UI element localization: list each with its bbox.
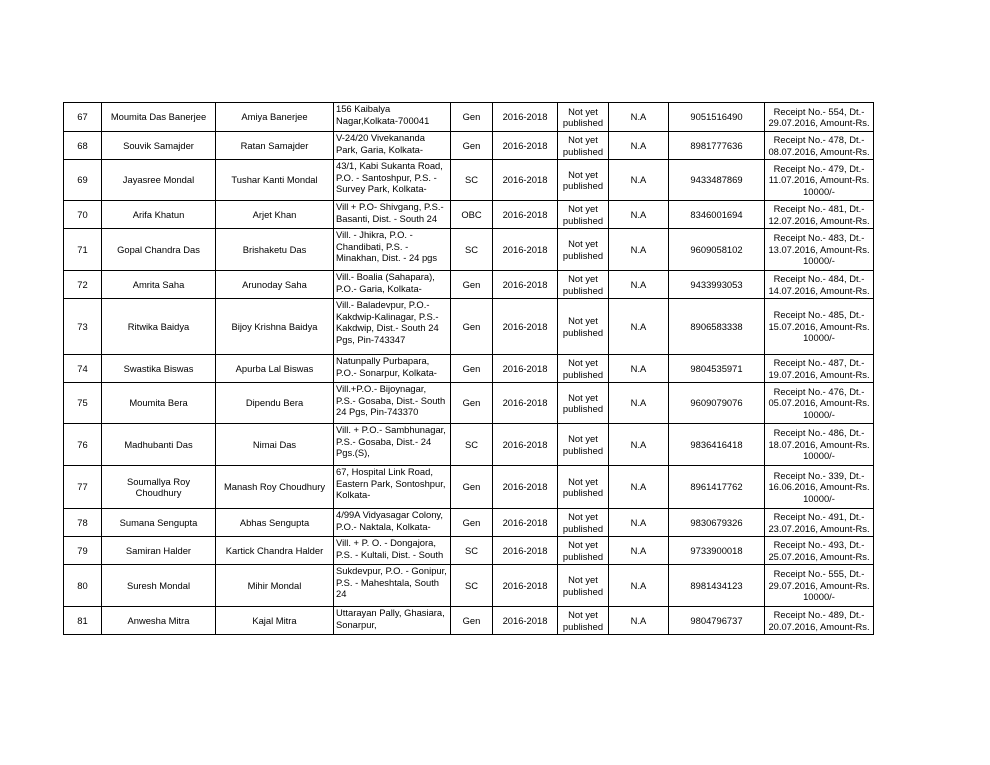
candidate-name: Samiran Halder: [102, 537, 216, 565]
result-status: [558, 383, 609, 424]
table-row: [64, 607, 874, 635]
receipt-text: Receipt No.- 476, Dt.- 05.07.2016, Amount-Rs. 10000/-: [768, 385, 870, 420]
receipt-details: [765, 466, 874, 509]
result-value: N.A: [609, 466, 669, 509]
category-cell: Gen: [451, 607, 493, 635]
guardian-name: Mihir Mondal: [216, 565, 334, 607]
address-cell: [334, 299, 451, 355]
table-row: [64, 201, 874, 229]
category-cell: Gen: [451, 103, 493, 132]
receipt-details: [765, 607, 874, 635]
status-text: Not yet published: [562, 539, 604, 562]
session-cell: 2016-2018: [493, 355, 558, 383]
address-cell: [334, 537, 451, 565]
serial-number: 74: [64, 355, 102, 383]
candidate-name: Gopal Chandra Das: [102, 229, 216, 271]
status-text: Not yet published: [562, 238, 604, 261]
session-cell: 2016-2018: [493, 132, 558, 160]
address-text: Sukdevpur, P.O. - Gonipur, P.S. - Maheshtala, South 24: [336, 565, 447, 599]
guardian-name: Tushar Kanti Mondal: [216, 160, 334, 201]
serial-number: 72: [64, 271, 102, 299]
status-text: Not yet published: [562, 433, 604, 456]
receipt-details: [765, 424, 874, 466]
candidate-name: Arifa Khatun: [102, 201, 216, 229]
candidate-name: Ritwika Baidya: [102, 299, 216, 355]
serial-number: 75: [64, 383, 102, 424]
result-status: [558, 132, 609, 160]
address-cell: [334, 201, 451, 229]
category-cell: SC: [451, 424, 493, 466]
address-text: V-24/20 Vivekananda Park, Garia, Kolkata-: [336, 132, 425, 155]
category-cell: SC: [451, 229, 493, 271]
serial-number: 71: [64, 229, 102, 271]
candidate-name: Jayasree Mondal: [102, 160, 216, 201]
phone-number: 9733900018: [669, 537, 765, 565]
address-text: Uttarayan Pally, Ghasiara, Sonarpur,: [336, 607, 445, 630]
address-cell: [334, 160, 451, 201]
address-text: Vill. + P. O. - Dongajora, P.S. - Kultali, Dist. - South: [336, 537, 444, 560]
candidate-name: Moumita Bera: [102, 383, 216, 424]
receipt-text: Receipt No.- 485, Dt.- 15.07.2016, Amount-Rs. 10000/-: [768, 309, 870, 344]
phone-number: 9433993053: [669, 271, 765, 299]
candidate-name: Madhubanti Das: [102, 424, 216, 466]
address-cell: [334, 509, 451, 537]
candidate-name: Amrita Saha: [102, 271, 216, 299]
address-text: Vill. - Jhikra, P.O. - Chandibati, P.S. - Minakhan, Dist. - 24 pgs: [336, 229, 438, 263]
guardian-name: Dipendu Bera: [216, 383, 334, 424]
receipt-details: [765, 509, 874, 537]
address-text: 4/99A Vidyasagar Colony, P.O.- Naktala, Kolkata-: [336, 509, 444, 532]
receipt-text: Receipt No.- 486, Dt.- 18.07.2016, Amount-Rs. 10000/-: [768, 427, 870, 462]
serial-number: 78: [64, 509, 102, 537]
session-cell: 2016-2018: [493, 424, 558, 466]
serial-number: 68: [64, 132, 102, 160]
table-row: [64, 509, 874, 537]
result-status: [558, 466, 609, 509]
session-cell: 2016-2018: [493, 299, 558, 355]
guardian-name: Arunoday Saha: [216, 271, 334, 299]
status-text: Not yet published: [562, 609, 604, 632]
serial-number: 77: [64, 466, 102, 509]
category-cell: Gen: [451, 132, 493, 160]
category-cell: Gen: [451, 509, 493, 537]
session-cell: 2016-2018: [493, 271, 558, 299]
guardian-name: Ratan Samajder: [216, 132, 334, 160]
candidate-name: Swastika Biswas: [102, 355, 216, 383]
guardian-name: Bijoy Krishna Baidya: [216, 299, 334, 355]
address-cell: [334, 565, 451, 607]
phone-number: 8346001694: [669, 201, 765, 229]
address-cell: [334, 103, 451, 132]
receipt-details: [765, 565, 874, 607]
phone-number: 8961417762: [669, 466, 765, 509]
phone-number: 9830679326: [669, 509, 765, 537]
receipt-text: Receipt No.- 555, Dt.- 29.07.2016, Amount-Rs. 10000/-: [768, 568, 870, 603]
result-status: [558, 424, 609, 466]
serial-number: 69: [64, 160, 102, 201]
table-row: [64, 271, 874, 299]
address-text: Natunpally Purbapara, P.O.- Sonarpur, Kolkata-: [336, 355, 437, 378]
result-value: N.A: [609, 424, 669, 466]
guardian-name: Brishaketu Das: [216, 229, 334, 271]
phone-number: 9804535971: [669, 355, 765, 383]
receipt-text: Receipt No.- 484, Dt.- 14.07.2016, Amount-Rs.: [768, 273, 870, 296]
table-row: [64, 565, 874, 607]
receipt-details: [765, 201, 874, 229]
category-cell: Gen: [451, 466, 493, 509]
address-text: Vill + P.O- Shivgang, P.S.- Basanti, Dist. - South 24: [336, 201, 444, 224]
candidate-name: Soumallya Roy Choudhury: [102, 466, 216, 509]
session-cell: 2016-2018: [493, 565, 558, 607]
serial-number: 73: [64, 299, 102, 355]
receipt-text: Receipt No.- 479, Dt.- 11.07.2016, Amount-Rs. 10000/-: [768, 162, 870, 197]
category-cell: Gen: [451, 355, 493, 383]
table-row: [64, 537, 874, 565]
status-text: Not yet published: [562, 391, 604, 414]
result-value: N.A: [609, 509, 669, 537]
result-value: N.A: [609, 271, 669, 299]
address-cell: [334, 271, 451, 299]
table-row: [64, 229, 874, 271]
address-cell: [334, 383, 451, 424]
receipt-text: Receipt No.- 481, Dt.- 12.07.2016, Amount-Rs.: [768, 203, 870, 226]
result-status: [558, 565, 609, 607]
result-value: N.A: [609, 565, 669, 607]
session-cell: 2016-2018: [493, 466, 558, 509]
result-status: [558, 537, 609, 565]
receipt-details: [765, 355, 874, 383]
status-text: Not yet published: [562, 357, 604, 380]
table-row: [64, 355, 874, 383]
session-cell: 2016-2018: [493, 537, 558, 565]
phone-number: 9836416418: [669, 424, 765, 466]
receipt-details: [765, 271, 874, 299]
result-status: [558, 299, 609, 355]
table-row: [64, 103, 874, 132]
session-cell: 2016-2018: [493, 383, 558, 424]
phone-number: 9609079076: [669, 383, 765, 424]
address-cell: [334, 229, 451, 271]
address-cell: [334, 607, 451, 635]
receipt-text: Receipt No.- 493, Dt.- 25.07.2016, Amount-Rs.: [768, 539, 870, 562]
category-cell: SC: [451, 537, 493, 565]
session-cell: 2016-2018: [493, 607, 558, 635]
phone-number: 9609058102: [669, 229, 765, 271]
receipt-details: [765, 103, 874, 132]
table-row: [64, 424, 874, 466]
address-cell: [334, 132, 451, 160]
category-cell: OBC: [451, 201, 493, 229]
status-text: Not yet published: [562, 315, 604, 338]
address-text: Vill. + P.O.- Sambhunagar, P.S.- Gosaba, Dist.- 24 Pgs.(S),: [336, 424, 446, 458]
result-value: N.A: [609, 607, 669, 635]
guardian-name: Kartick Chandra Halder: [216, 537, 334, 565]
result-value: N.A: [609, 299, 669, 355]
address-cell: [334, 424, 451, 466]
result-value: N.A: [609, 160, 669, 201]
session-cell: 2016-2018: [493, 103, 558, 132]
guardian-name: Abhas Sengupta: [216, 509, 334, 537]
table-row: [64, 160, 874, 201]
result-status: [558, 103, 609, 132]
session-cell: 2016-2018: [493, 201, 558, 229]
status-text: Not yet published: [562, 168, 604, 191]
candidate-name: Anwesha Mitra: [102, 607, 216, 635]
receipt-text: Receipt No.- 487, Dt.- 19.07.2016, Amount-Rs.: [768, 357, 870, 380]
category-cell: SC: [451, 160, 493, 201]
result-status: [558, 160, 609, 201]
candidate-name: Souvik Samajder: [102, 132, 216, 160]
candidate-name: Moumita Das Banerjee: [102, 103, 216, 132]
result-value: N.A: [609, 383, 669, 424]
serial-number: 76: [64, 424, 102, 466]
receipt-details: [765, 537, 874, 565]
result-value: N.A: [609, 355, 669, 383]
address-cell: [334, 466, 451, 509]
receipt-text: Receipt No.- 339, Dt.- 16.06.2016, Amount-Rs. 10000/-: [768, 469, 870, 504]
category-cell: SC: [451, 565, 493, 607]
result-status: [558, 201, 609, 229]
category-cell: Gen: [451, 271, 493, 299]
result-status: [558, 607, 609, 635]
result-status: [558, 355, 609, 383]
table-row: [64, 132, 874, 160]
address-text: Vill.+P.O.- Bijoynagar, P.S.- Gosaba, Dist.- South 24 Pgs, Pin-743370: [336, 383, 446, 417]
guardian-name: Nimai Das: [216, 424, 334, 466]
phone-number: 8981434123: [669, 565, 765, 607]
guardian-name: Apurba Lal Biswas: [216, 355, 334, 383]
table-row: [64, 299, 874, 355]
serial-number: 80: [64, 565, 102, 607]
table-row: [64, 466, 874, 509]
phone-number: 9051516490: [669, 103, 765, 132]
status-text: Not yet published: [562, 203, 604, 226]
status-text: Not yet published: [562, 273, 604, 296]
status-text: Not yet published: [562, 475, 604, 498]
result-value: N.A: [609, 537, 669, 565]
address-cell: [334, 355, 451, 383]
result-value: N.A: [609, 201, 669, 229]
table-body: [64, 103, 874, 635]
table-row: [64, 383, 874, 424]
receipt-text: Receipt No.- 478, Dt.- 08.07.2016, Amount-Rs.: [768, 134, 870, 157]
receipt-text: Receipt No.- 491, Dt.- 23.07.2016, Amount-Rs.: [768, 511, 870, 534]
phone-number: 8906583338: [669, 299, 765, 355]
status-text: Not yet published: [562, 105, 604, 128]
status-text: Not yet published: [562, 511, 604, 534]
address-text: 43/1, Kabi Sukanta Road, P.O. - Santoshpur, P.S. - Survey Park, Kolkata-: [336, 160, 443, 194]
result-value: N.A: [609, 229, 669, 271]
serial-number: 70: [64, 201, 102, 229]
category-cell: Gen: [451, 383, 493, 424]
address-text: 156 Kaibalya Nagar,Kolkata-700041: [336, 103, 430, 126]
receipt-details: [765, 229, 874, 271]
receipt-text: Receipt No.- 554, Dt.- 29.07.2016, Amount-Rs.: [768, 105, 870, 128]
result-status: [558, 509, 609, 537]
receipt-details: [765, 299, 874, 355]
receipt-details: [765, 383, 874, 424]
result-status: [558, 271, 609, 299]
result-status: [558, 229, 609, 271]
result-value: N.A: [609, 103, 669, 132]
result-value: N.A: [609, 132, 669, 160]
receipt-text: Receipt No.- 489, Dt.- 20.07.2016, Amount-Rs.: [768, 609, 870, 632]
receipt-details: [765, 160, 874, 201]
phone-number: 8981777636: [669, 132, 765, 160]
serial-number: 79: [64, 537, 102, 565]
status-text: Not yet published: [562, 134, 604, 157]
candidate-name: Sumana Sengupta: [102, 509, 216, 537]
session-cell: 2016-2018: [493, 160, 558, 201]
admission-table: [63, 102, 874, 635]
guardian-name: Amiya Banerjee: [216, 103, 334, 132]
serial-number: 67: [64, 103, 102, 132]
phone-number: 9433487869: [669, 160, 765, 201]
status-text: Not yet published: [562, 574, 604, 597]
phone-number: 9804796737: [669, 607, 765, 635]
address-text: Vill.- Boalia (Sahapara), P.O.- Garia, Kolkata-: [336, 271, 435, 294]
receipt-text: Receipt No.- 483, Dt.- 13.07.2016, Amount-Rs. 10000/-: [768, 232, 870, 267]
receipt-details: [765, 132, 874, 160]
category-cell: Gen: [451, 299, 493, 355]
guardian-name: Kajal Mitra: [216, 607, 334, 635]
candidate-name: Suresh Mondal: [102, 565, 216, 607]
guardian-name: Arjet Khan: [216, 201, 334, 229]
serial-number: 81: [64, 607, 102, 635]
session-cell: 2016-2018: [493, 229, 558, 271]
address-text: 67, Hospital Link Road, Eastern Park, Sontoshpur, Kolkata-: [336, 466, 446, 500]
guardian-name: Manash Roy Choudhury: [216, 466, 334, 509]
address-text: Vill.- Baladevpur, P.O.- Kakdwip-Kalinagar, P.S.- Kakdwip, Dist.- South 24 Pgs, Pin-743347: [336, 299, 439, 345]
session-cell: 2016-2018: [493, 509, 558, 537]
